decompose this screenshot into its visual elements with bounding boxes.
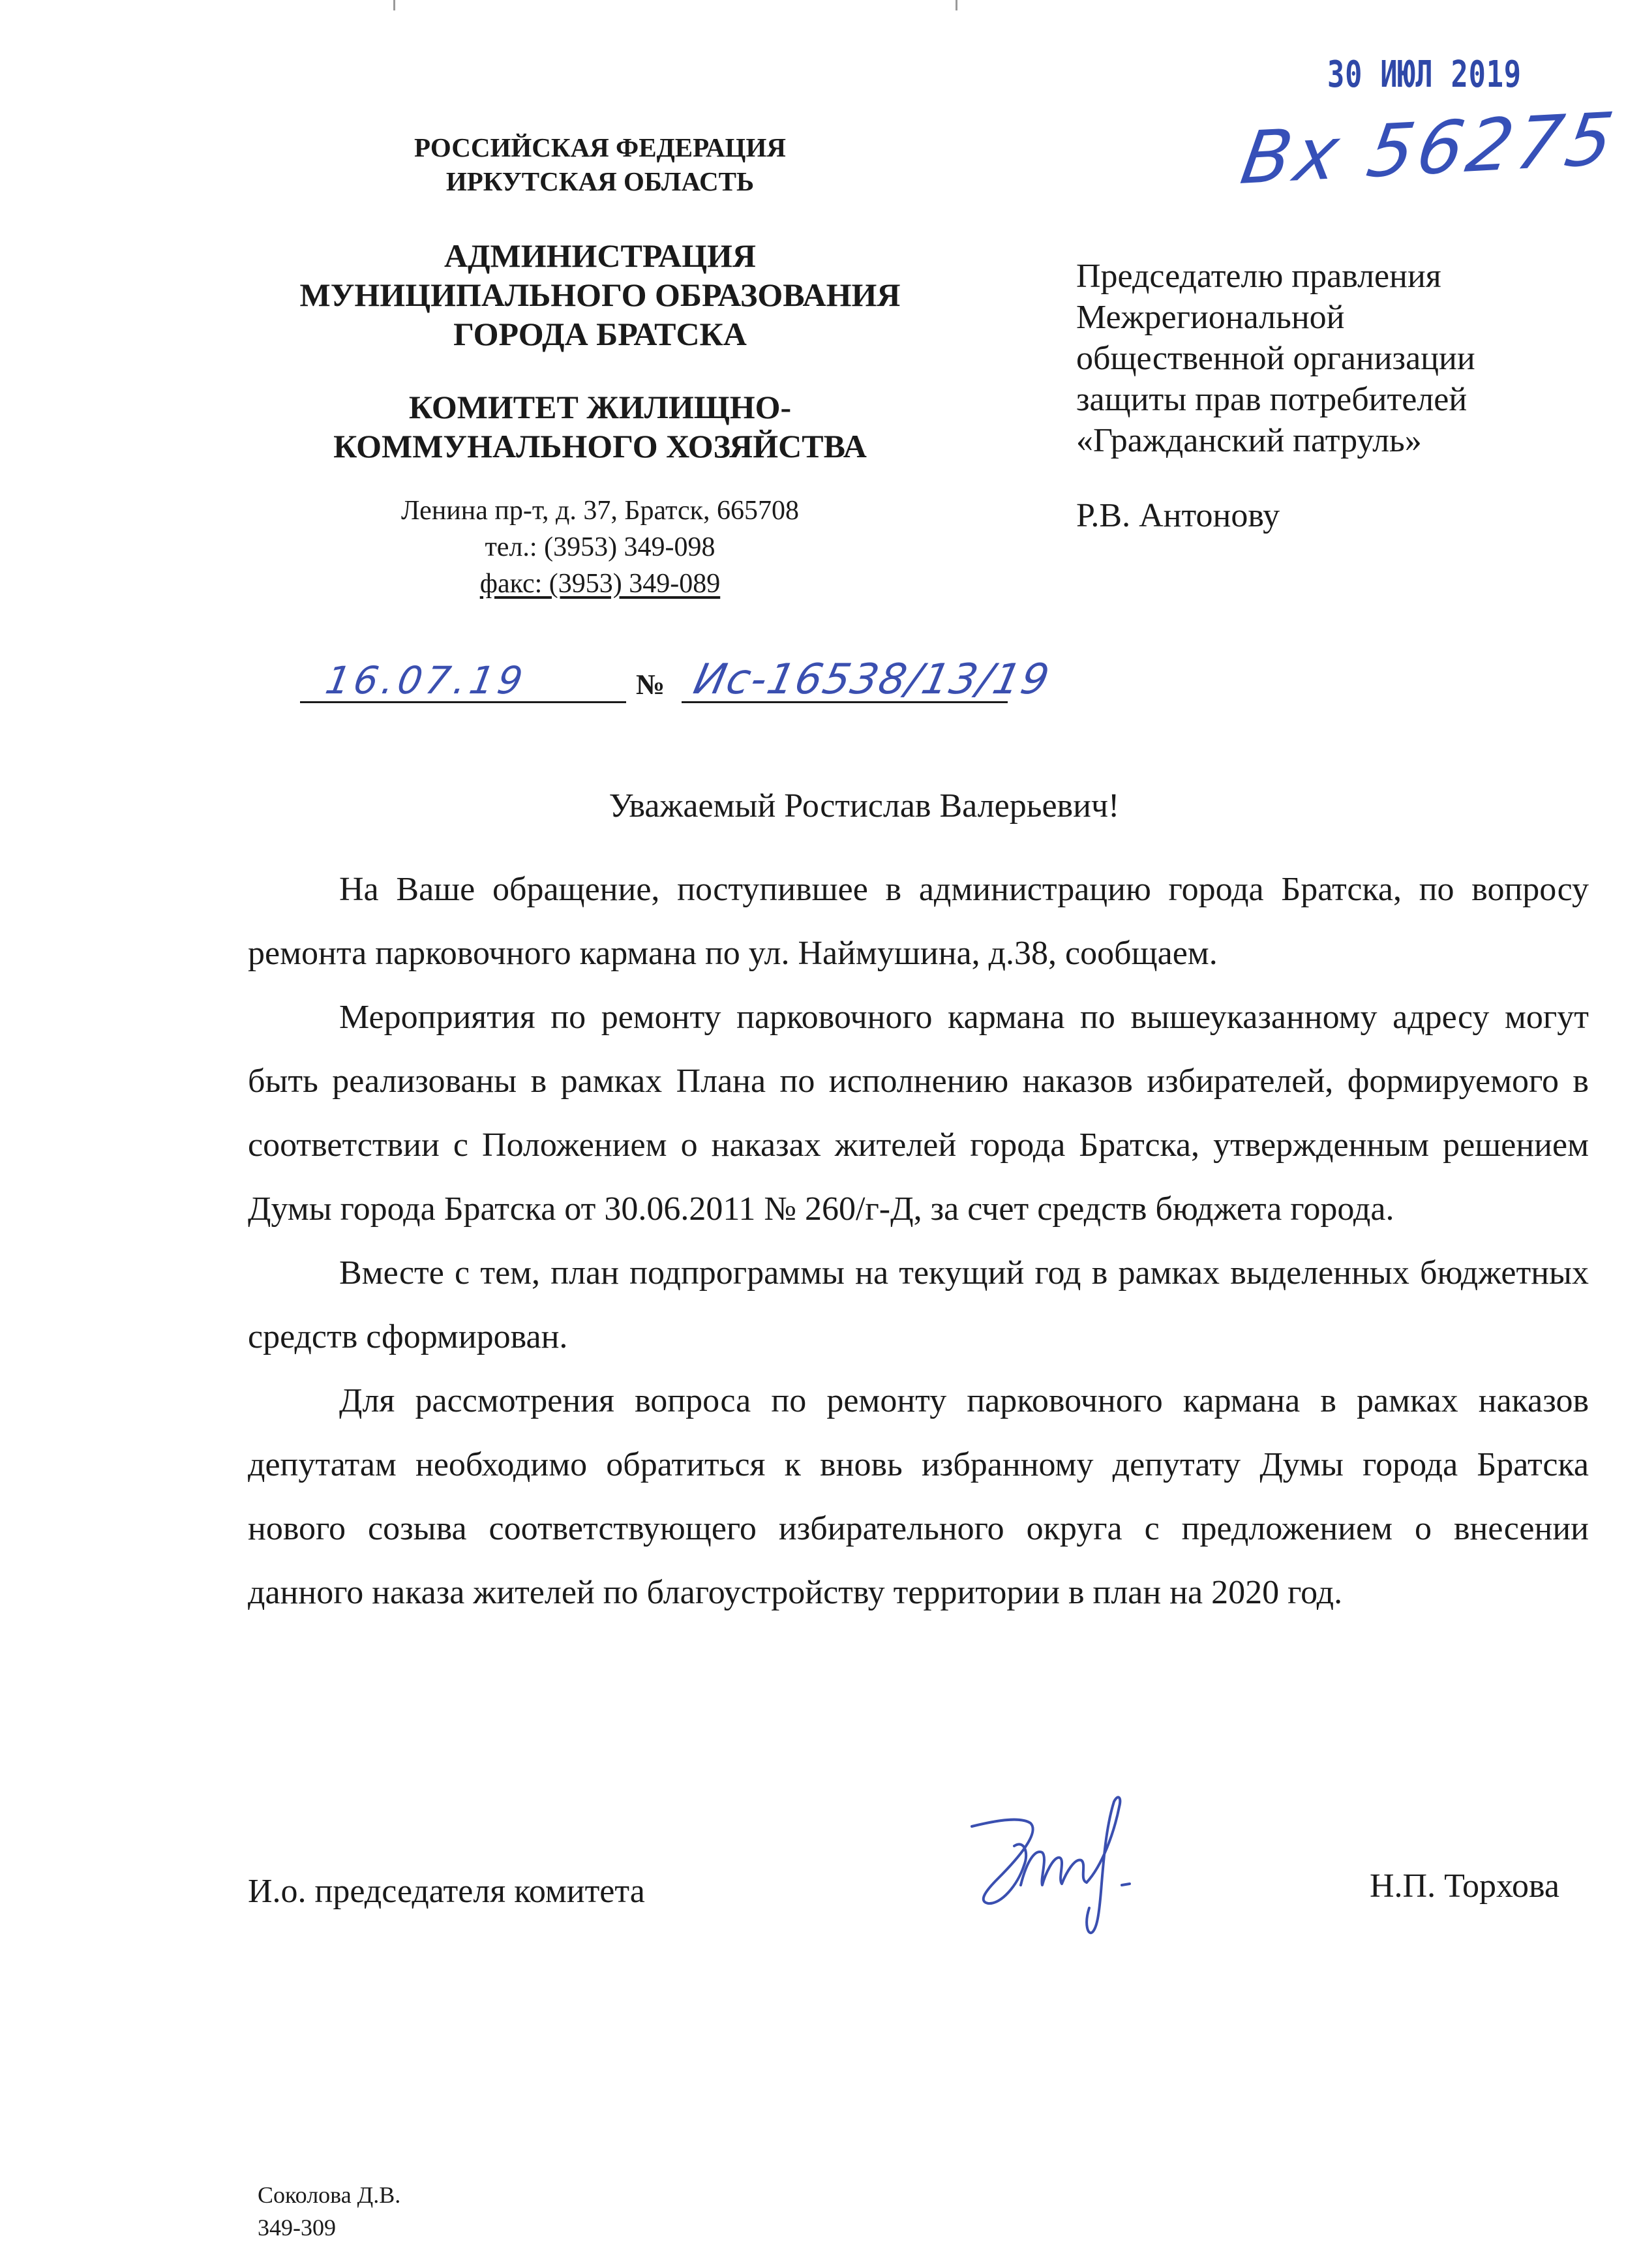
body-paragraph: Для рассмотрения вопроса по ремонту парковочного кармана в рамках наказов депутатам необходимо обратиться к вновь избранному депутату Думы города Братска нового созыва соответствующего избирательного округа с предложением о внесении данного наказа жителей по благоустройству территории в план на 2020 год. bbox=[248, 1382, 1589, 1611]
outgoing-number-handwritten: Ис-16538/13/19 bbox=[689, 656, 1055, 704]
number-sign: № bbox=[636, 669, 665, 701]
outgoing-date-field bbox=[300, 656, 626, 703]
outgoing-number-field bbox=[682, 656, 1055, 704]
punch-mark-left bbox=[393, 0, 395, 10]
handwritten-signature bbox=[959, 1787, 1154, 1944]
addressee-line: защиты прав потребителей bbox=[1076, 381, 1468, 418]
body-paragraph: Вместе с тем, план подпрограммы на текущий год в рамках выделенных бюджетных средств сформирован. bbox=[248, 1254, 1589, 1355]
letterhead-committee-line: КОМИТЕТ ЖИЛИЩНО- bbox=[408, 389, 792, 425]
letterhead-fax: факс: (3953) 349-089 bbox=[479, 569, 721, 599]
signatory-name: Н.П. Торхова bbox=[1370, 1867, 1559, 1905]
executor-phone: 349-309 bbox=[258, 2215, 336, 2241]
body-paragraph: Мероприятия по ремонту парковочного кармана по вышеуказанному адресу могут быть реализованы в рамках Плана по исполнению наказов избирателей, формируемого в соответствии с Положением о наказах жителей города Братска, утвержденным решением Думы города Братска от 30.06.2011 № 260/г-Д, за счет средств бюджета города. bbox=[248, 999, 1589, 1228]
executor-name: Соколова Д.В. bbox=[258, 2182, 401, 2208]
registration-number-handwritten: Вх 56275 bbox=[1235, 96, 1623, 201]
addressee-block bbox=[1076, 256, 1598, 536]
executor-block bbox=[258, 2179, 400, 2244]
addressee-name: Р.В. Антонову bbox=[1076, 497, 1280, 534]
body-paragraph: На Ваше обращение, поступившее в администрацию города Братска, по вопросу ремонта парковочного кармана по ул. Наймушина, д.38, сообщаем. bbox=[248, 871, 1589, 972]
letterhead-contacts bbox=[241, 492, 959, 602]
letterhead-phone: тел.: (3953) 349-098 bbox=[485, 532, 715, 562]
addressee-line: общественной организации bbox=[1076, 340, 1475, 377]
addressee-line: «Гражданский патруль» bbox=[1076, 422, 1422, 459]
addressee-line: Межрегиональной bbox=[1076, 299, 1345, 336]
letterhead-address: Ленина пр-т, д. 37, Братск, 665708 bbox=[400, 496, 800, 526]
letter-body bbox=[248, 858, 1589, 1625]
letterhead-country: РОССИЙСКАЯ ФЕДЕРАЦИЯ bbox=[414, 132, 786, 162]
letterhead-org-line: МУНИЦИПАЛЬНОГО ОБРАЗОВАНИЯ bbox=[299, 277, 901, 313]
signatory-position: И.о. председателя комитета bbox=[248, 1873, 645, 1910]
letterhead-committee-line: КОММУНАЛЬНОГО ХОЗЯЙСТВА bbox=[333, 428, 867, 464]
letterhead-org-line: АДМИНИСТРАЦИЯ bbox=[444, 237, 756, 274]
letterhead-region: ИРКУТСКАЯ ОБЛАСТЬ bbox=[445, 166, 755, 196]
letterhead bbox=[241, 130, 959, 466]
greeting: Уважаемый Ростислав Валерьевич! bbox=[609, 787, 1120, 824]
punch-mark-right bbox=[956, 0, 957, 10]
addressee-line: Председателю правления bbox=[1076, 258, 1441, 295]
received-date-stamp: 30 ИЮЛ 2019 bbox=[1327, 53, 1522, 96]
letterhead-org-line: ГОРОДА БРАТСКА bbox=[453, 316, 747, 352]
outgoing-date-handwritten: 16.07.19 bbox=[322, 658, 530, 703]
